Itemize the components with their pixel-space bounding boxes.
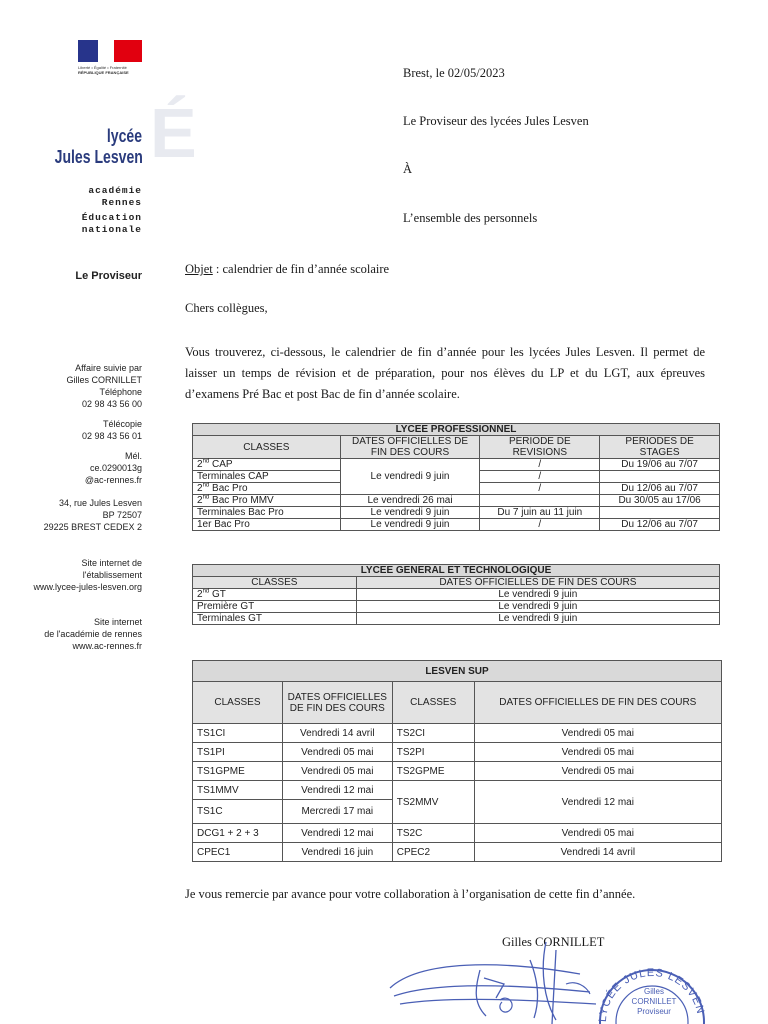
academie-label <box>60 185 142 209</box>
address-line2: BP 72507 <box>102 510 142 520</box>
stamp-ring-text: LYCÉE JULES LESVEN <box>596 966 706 1023</box>
column-header: DATES OFFICIELLES DE FIN DES COURS <box>474 682 721 724</box>
school-name-line2: Jules Lesven <box>54 147 143 167</box>
ordinal-sup: nd <box>202 494 210 501</box>
class-cell: TS2CI <box>392 724 474 743</box>
address-block <box>2 497 142 533</box>
subject-text: : calendrier de fin d’année scolaire <box>212 262 390 276</box>
education-line1: Éducation <box>81 212 142 223</box>
revision-cell: / <box>480 519 600 531</box>
republique-logo <box>78 40 144 75</box>
class-name: CAP <box>209 459 233 470</box>
revision-cell: / <box>480 459 600 471</box>
table-row <box>193 743 722 762</box>
date-cell: Vendredi 16 juin <box>282 843 392 862</box>
column-header: CLASSES <box>392 682 474 724</box>
class-cell: 1er Bac Pro <box>193 519 341 531</box>
school-site-label1: Site internet de <box>81 558 142 568</box>
date-cell: Vendredi 14 avril <box>474 843 721 862</box>
table-row <box>193 589 720 601</box>
signatory-name: Gilles CORNILLET <box>502 935 605 949</box>
letter-recipient: L’ensemble des personnels <box>403 211 538 225</box>
class-name: Bac Pro MMV <box>209 495 274 506</box>
phone-label: Téléphone <box>99 387 142 397</box>
stage-cell: Du 30/05 au 17/06 <box>600 495 720 507</box>
date-cell: Mercredi 17 mai <box>282 800 392 824</box>
fax-number: 02 98 43 56 01 <box>81 431 142 441</box>
school-name-line1: lycée <box>106 126 142 146</box>
stage-cell <box>600 471 720 483</box>
address-line3: 29225 BREST CEDEX 2 <box>43 522 142 532</box>
table-row <box>193 601 720 613</box>
school-stamp <box>596 944 706 1024</box>
class-cell: TS2PI <box>392 743 474 762</box>
column-header: DATES OFFICIELLES DE FIN DES COURS <box>340 436 480 459</box>
revision-cell: Du 7 juin au 11 juin <box>480 507 600 519</box>
column-header: CLASSES <box>193 682 283 724</box>
class-cell: TS1PI <box>193 743 283 762</box>
stamp-line1: Gilles <box>643 987 665 996</box>
affaire-name: Gilles CORNILLET <box>66 375 142 385</box>
class-cell: TS2C <box>392 824 474 843</box>
class-cell: DCG1 + 2 + 3 <box>193 824 283 843</box>
contact-block <box>2 362 142 410</box>
stage-cell: Du 12/06 au 7/07 <box>600 483 720 495</box>
education-line2: nationale <box>81 224 142 235</box>
subject-label: Objet <box>185 262 213 276</box>
motto: Liberté • Égalité • Fraternité <box>78 65 127 70</box>
stamp-line2: CORNILLET <box>631 997 677 1006</box>
class-cell: Première GT <box>193 601 357 613</box>
letter-subject <box>185 261 389 277</box>
e-watermark-icon: É <box>150 94 197 172</box>
revision-cell: / <box>480 483 600 495</box>
table-row <box>193 613 720 625</box>
stamp-line3: Proviseur <box>637 1007 671 1016</box>
date-cell: Le vendredi 9 juin <box>356 613 719 625</box>
letter-body: Vous trouverez, ci-dessous, le calendrier de fin d’année pour les lycées Jules Lesven. Il permet de laisser un temps de révision et de préparation, pour nos élèves du LP et du LGT, aux épreuves d’examens Pré Bac et post Bac de fin d’année scolaire. <box>185 345 705 401</box>
date-cell: Le vendredi 9 juin <box>356 589 719 601</box>
stage-cell: Du 19/06 au 7/07 <box>600 459 720 471</box>
date-cell: Vendredi 12 mai <box>474 781 721 824</box>
sender-role: Le Proviseur <box>75 270 142 282</box>
table-lesven-sup <box>192 660 722 862</box>
class-cell: TS1CI <box>193 724 283 743</box>
handwritten-signature-icon <box>380 930 620 1024</box>
phone-number: 02 98 43 56 00 <box>81 399 142 409</box>
ordinal-sup: nd <box>202 458 210 465</box>
class-cell: CPEC1 <box>193 843 283 862</box>
date-cell: Vendredi 14 avril <box>282 724 392 743</box>
mail-line2: @ac-rennes.fr <box>84 475 142 485</box>
academie-website-block <box>2 616 142 652</box>
table-row <box>193 781 722 800</box>
stage-cell: Du 12/06 au 7/07 <box>600 519 720 531</box>
table-row <box>193 762 722 781</box>
table-row <box>193 495 720 507</box>
address-line1: 34, rue Jules Lesven <box>58 498 142 508</box>
date-cell: Vendredi 12 mai <box>282 781 392 800</box>
letter-date: Brest, le 02/05/2023 <box>403 66 505 80</box>
table-lycee-professionnel <box>192 423 720 531</box>
revision-cell: / <box>480 471 600 483</box>
stage-cell <box>600 507 720 519</box>
french-flag-icon <box>78 40 142 62</box>
republic-label: RÉPUBLIQUE FRANÇAISE <box>78 70 129 75</box>
class-cell: TS1C <box>193 800 283 824</box>
class-cell: TS1GPME <box>193 762 283 781</box>
class-cell: TS2MMV <box>392 781 474 824</box>
class-cell: TS2GPME <box>392 762 474 781</box>
class-name: GT <box>209 589 226 600</box>
academie-site-url[interactable]: www.ac-rennes.fr <box>72 641 142 651</box>
column-header: PERIODES DE STAGES <box>600 436 720 459</box>
merged-date-cell: Le vendredi 9 juin <box>340 459 480 495</box>
date-cell: Vendredi 05 mai <box>474 724 721 743</box>
class-cell: CPEC2 <box>392 843 474 862</box>
school-site-url[interactable]: www.lycee-jules-lesven.org <box>33 582 142 592</box>
mail-block <box>2 450 142 486</box>
academie-site-label1: Site internet <box>93 617 142 627</box>
class-cell: 2nd Bac Pro MMV <box>193 495 341 507</box>
class-name: Bac Pro <box>209 483 248 494</box>
school-website-block <box>2 557 142 593</box>
mail-label: Mél. <box>124 451 142 461</box>
date-cell: Vendredi 12 mai <box>282 824 392 843</box>
affaire-label: Affaire suivie par <box>75 363 142 373</box>
table-row <box>193 519 720 531</box>
table-title: LYCEE GENERAL ET TECHNOLOGIQUE <box>193 565 720 577</box>
table-title: LYCEE PROFESSIONNEL <box>193 424 720 436</box>
table-row <box>193 843 722 862</box>
fax-block <box>2 418 142 442</box>
date-cell: Vendredi 05 mai <box>282 743 392 762</box>
class-cell: 2nd Bac Pro <box>193 483 341 495</box>
school-site-label2: l'établissement <box>82 570 142 580</box>
class-cell: 2nd CAP <box>193 459 341 471</box>
ordinal-sup: nd <box>202 482 210 489</box>
date-cell: Vendredi 05 mai <box>474 743 721 762</box>
date-cell: Le vendredi 26 mai <box>340 495 480 507</box>
education-label <box>60 212 142 236</box>
letter-greeting: Chers collègues, <box>185 301 268 315</box>
academie-line2: Rennes <box>101 197 142 208</box>
letter-a: À <box>403 162 413 176</box>
academie-line1: académie <box>88 185 142 196</box>
date-cell: Le vendredi 9 juin <box>340 519 480 531</box>
class-cell: TS1MMV <box>193 781 283 800</box>
date-cell: Le vendredi 9 juin <box>356 601 719 613</box>
column-header: DATES OFFICIELLES DE FIN DES COURS <box>282 682 392 724</box>
letter-closing: Je vous remercie par avance pour votre collaboration à l’organisation de cette fin d’année. <box>185 887 636 901</box>
table-title: LESVEN SUP <box>193 661 722 682</box>
class-cell: Terminales GT <box>193 613 357 625</box>
academie-site-label2: de l'académie de rennes <box>44 629 142 639</box>
class-cell: Terminales CAP <box>193 471 341 483</box>
table-row <box>193 459 720 471</box>
ordinal-sup: nd <box>202 588 210 595</box>
table-lycee-general <box>192 564 720 625</box>
date-cell: Le vendredi 9 juin <box>340 507 480 519</box>
revision-cell <box>480 495 600 507</box>
date-cell: Vendredi 05 mai <box>474 824 721 843</box>
table-row <box>193 507 720 519</box>
fax-label: Télécopie <box>102 419 142 429</box>
table-row <box>193 724 722 743</box>
column-header: CLASSES <box>193 436 341 459</box>
mail-line1: ce.0290013g <box>89 463 142 473</box>
table-row <box>193 824 722 843</box>
column-header: CLASSES <box>193 577 357 589</box>
column-header: DATES OFFICIELLES DE FIN DES COURS <box>356 577 719 589</box>
class-cell: Terminales Bac Pro <box>193 507 341 519</box>
class-cell: 2nd GT <box>193 589 357 601</box>
column-header: PERIODE DE REVISIONS <box>480 436 600 459</box>
date-cell: Vendredi 05 mai <box>474 762 721 781</box>
letter-sender: Le Proviseur des lycées Jules Lesven <box>403 114 589 128</box>
date-cell: Vendredi 05 mai <box>282 762 392 781</box>
